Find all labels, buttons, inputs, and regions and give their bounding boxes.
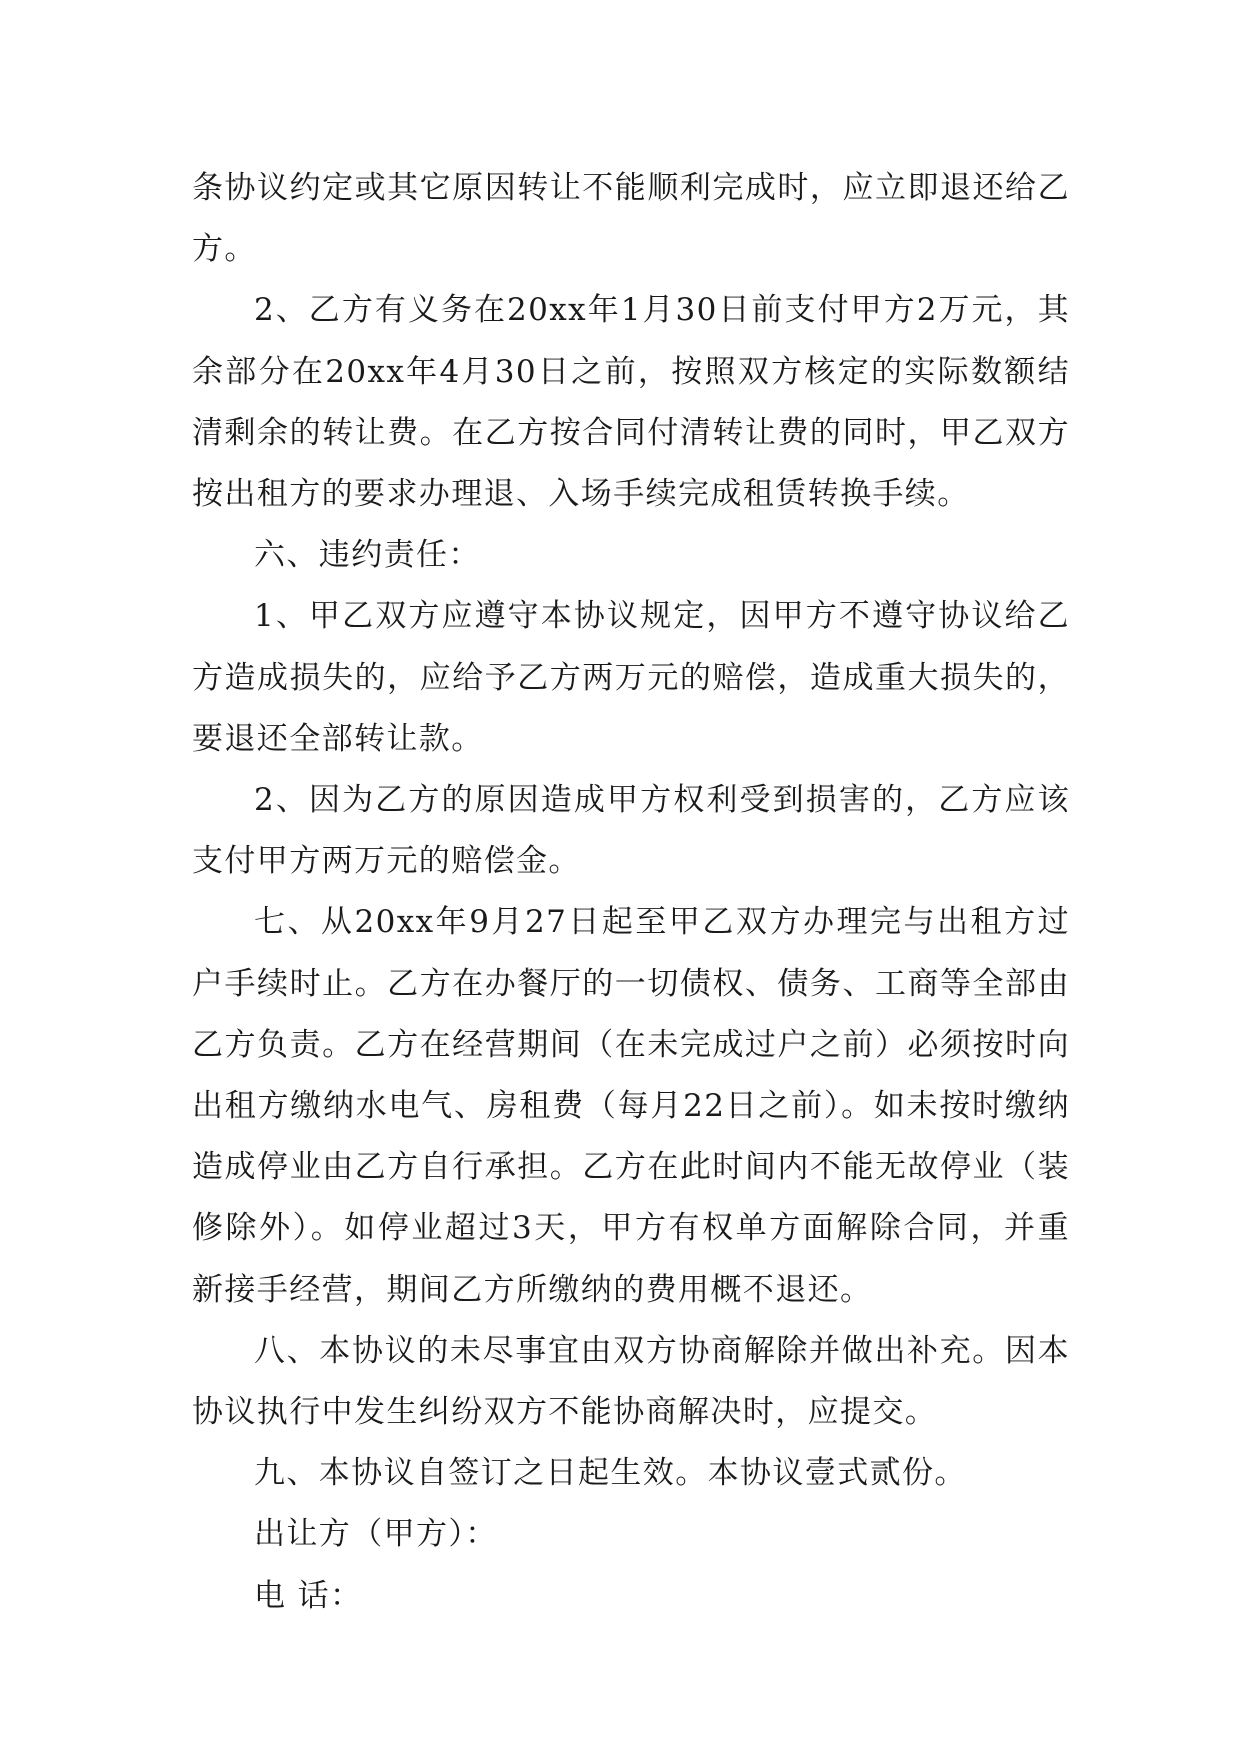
paragraph-clause-5-2: 2、乙方有义务在20xx年1月30日前支付甲方2万元，其余部分在20xx年4月30日之前，按照双方核定的实际数额结清剩余的转让费。在乙方按合同付清转让费的同时，甲乙双方按出租方的要求办理退、入场手续完成租赁转换手续。	[192, 292, 1070, 513]
section-heading-breach-liability: 六、违约责任：	[254, 537, 481, 574]
paragraph-clause-9: 九、本协议自签订之日起生效。本协议壹式贰份。	[254, 1455, 967, 1492]
signature-transferor-label: 出让方（甲方）：	[254, 1516, 498, 1553]
paragraph-clause-7: 七、从20xx年9月27日起至甲乙双方办理完与出租方过户手续时止。乙方在办餐厅的一切债权、债务、工商等全部由乙方负责。乙方在经营期间（在未完成过户之前）必须按时向出租方缴纳水电气、房租费（每月22日之前）。如未按时缴纳造成停业由乙方自行承担。乙方在此时间内不能无故停业（装修除外）。如停业超过3天，甲方有权单方面解除合同，并重新接手经营，期间乙方所缴纳的费用概不退还。	[192, 904, 1070, 1308]
paragraph-clause-6-1: 1、甲乙双方应遵守本协议规定，因甲方不遵守协议给乙方造成损失的，应给予乙方两万元的赔偿，造成重大损失的，要退还全部转让款。	[192, 598, 1070, 757]
paragraph-clause-8: 八、本协议的未尽事宜由双方协商解除并做出补充。因本协议执行中发生纠纷双方不能协商解决时，应提交。	[192, 1332, 1070, 1431]
signature-phone-label: 电 话：	[254, 1577, 363, 1614]
document-body	[192, 158, 1070, 1627]
paragraph-continuation: 条协议约定或其它原因转让不能顺利完成时，应立即退还给乙方。	[192, 170, 1070, 268]
paragraph-clause-6-2: 2、因为乙方的原因造成甲方权利受到损害的，乙方应该支付甲方两万元的赔偿金。	[192, 782, 1070, 880]
